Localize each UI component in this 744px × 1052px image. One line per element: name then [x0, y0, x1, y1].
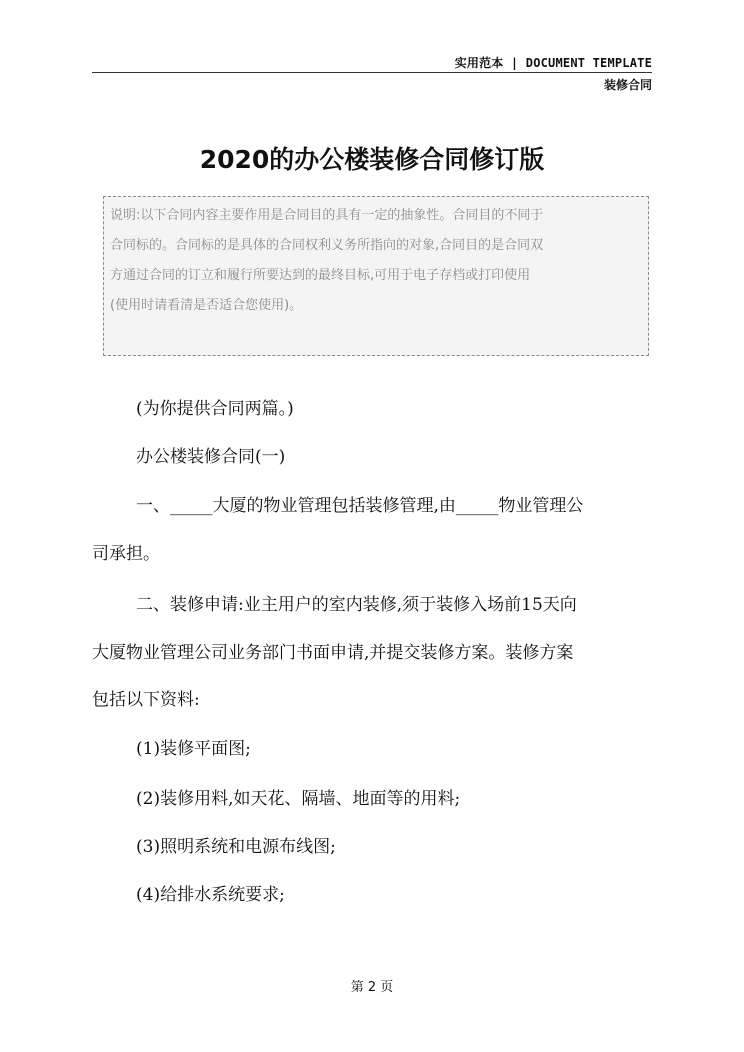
list-item: (3)照明系统和电源布线图; — [136, 837, 336, 857]
clause-1-line-2: 司承担。 — [92, 544, 160, 564]
page-number: 第 2 页 — [350, 980, 394, 995]
list-item: (4)给排水系统要求; — [136, 885, 285, 905]
header-divider — [92, 72, 652, 73]
clause-2-line-2: 大厦物业管理公司业务部门书面申请,并提交装修方案。装修方案 — [92, 643, 574, 663]
header-document-label: 实用范本 | DOCUMENT TEMPLATE — [454, 56, 652, 70]
clause-2-line-1: 二、装修申请:业主用户的室内装修,须于装修入场前15天向 — [136, 595, 577, 615]
header-category-label: 装修合同 — [603, 78, 652, 92]
list-item: (2)装修用料,如天花、隔墙、地面等的用料; — [136, 789, 461, 809]
notice-line: 方通过合同的订立和履行所要达到的最终目标,可用于电子存档或打印使用 — [110, 268, 531, 283]
clause-1-line-1: 一、_____大厦的物业管理包括装修管理,由_____物业管理公 — [136, 496, 584, 516]
clause-2-line-3: 包括以下资料: — [92, 690, 200, 710]
list-item: (1)装修平面图; — [136, 739, 251, 759]
notice-line: 合同标的。合同标的是具体的合同权利义务所指向的对象,合同目的是合同双 — [110, 238, 544, 253]
intro-paragraph: (为你提供合同两篇。) — [136, 399, 294, 419]
notice-box — [103, 196, 649, 356]
section-title: 办公楼装修合同(一) — [136, 447, 286, 467]
notice-line: (使用时请看清是否适合您使用)。 — [110, 298, 303, 313]
document-title: 2020的办公楼装修合同修订版 — [199, 145, 545, 174]
notice-line: 说明:以下合同内容主要作用是合同目的具有一定的抽象性。合同目的不同于 — [110, 208, 544, 223]
